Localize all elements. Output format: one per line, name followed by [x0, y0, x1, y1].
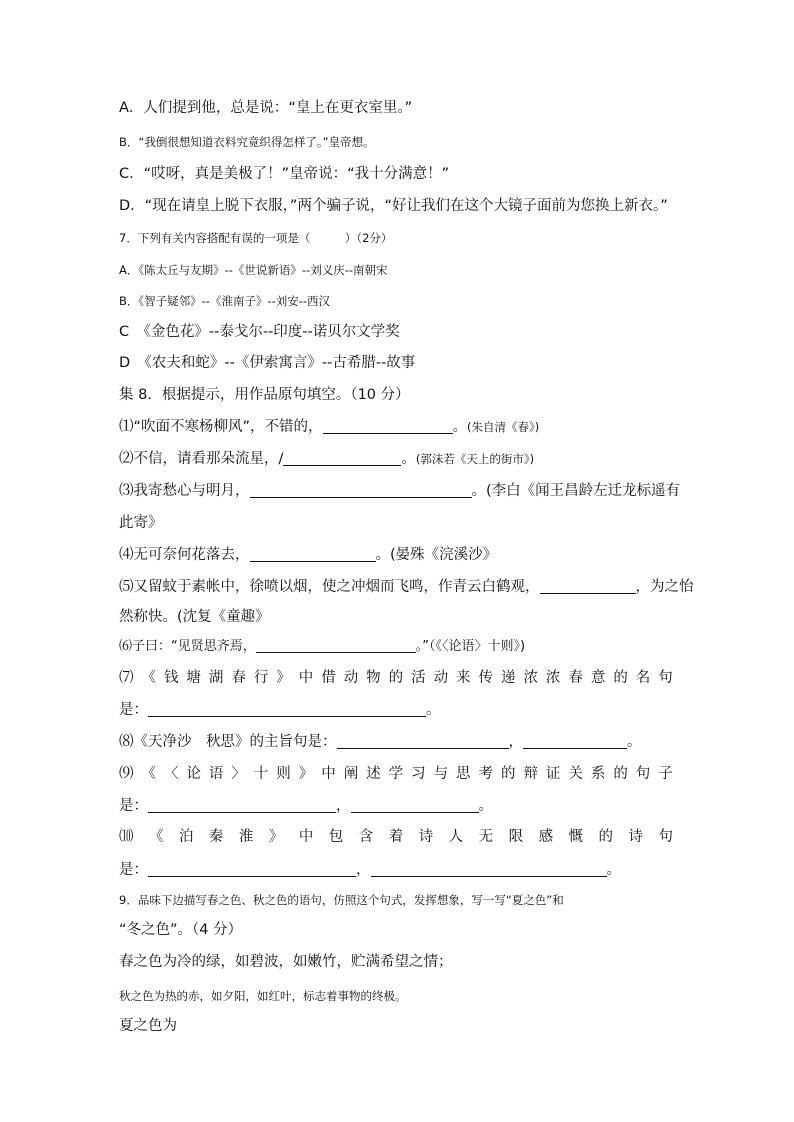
- q8-item-4: [119, 545, 497, 565]
- q8-2-prefix: ⑵不信，请看那朵流星，/: [119, 451, 284, 467]
- justified-char: 春: [568, 670, 583, 686]
- q6-option-a: A．人们提到他，总是说：“皇上在更衣室里。”: [119, 100, 413, 116]
- q9-stem-line-2: “冬之色”。（4 分）: [119, 922, 243, 938]
- q8-4-suffix: 。(晏殊《浣溪沙》: [375, 547, 498, 563]
- justified-char: 的: [598, 829, 613, 845]
- q8-3-prefix: ⑶我寄愁心与明月，: [119, 483, 250, 499]
- answer-blank[interactable]: [250, 483, 472, 498]
- q8-item-7: [119, 668, 673, 688]
- justified-char: 诗: [628, 829, 643, 845]
- q8-4-prefix: ⑷无可奈何花落去，: [119, 547, 250, 563]
- q8-8-mid: ，: [508, 734, 523, 750]
- q7-option-c: C 《金色花》--泰戈尔--印度--诺贝尔文学奖: [119, 324, 400, 340]
- answer-blank[interactable]: [256, 638, 416, 653]
- q9-stem-line-1: 9．品味下边描写春之色、秋之色的语句，仿照这个句式，发挥想象，写一写“夏之色”和: [119, 893, 564, 907]
- q8-1-source: (朱自清《春》): [467, 420, 540, 434]
- justified-char: 诗: [418, 829, 434, 845]
- justified-char: 〈: [163, 766, 179, 782]
- q7-option-a: A．《陈太丘与友期》--《世说新语》--刘义庆--南朝宋: [119, 263, 388, 277]
- justified-char: 学: [388, 766, 404, 782]
- q8-10-cont-prefix: 是：: [119, 862, 148, 878]
- justified-char: 子: [658, 766, 673, 782]
- justified-char: 浓: [523, 670, 538, 686]
- justified-char: 句: [658, 829, 673, 845]
- q8-item-10-cont: [119, 860, 621, 880]
- justified-char: 》: [276, 670, 291, 686]
- justified-char: 无: [478, 829, 494, 845]
- justified-char: 钱: [163, 670, 179, 686]
- justified-char: 活: [411, 670, 426, 686]
- justified-char: 的: [613, 670, 628, 686]
- justified-char: 的: [613, 766, 628, 782]
- justified-char: 证: [545, 766, 561, 782]
- justified-char: 传: [478, 670, 493, 686]
- justified-char: ⑽: [119, 829, 134, 845]
- q8-item-5-cont: 然称快。(沈复《童趣》: [119, 609, 270, 625]
- q8-6-prefix: ⑹子曰：“见贤思齐焉，: [119, 639, 256, 654]
- justified-char: 名: [635, 670, 651, 686]
- q8-item-1: [119, 417, 539, 437]
- q8-8-prefix: ⑻《天净沙 秋思》的主旨句是：: [119, 734, 337, 750]
- q8-item-7-cont: [119, 700, 441, 720]
- justified-char: 考: [478, 766, 493, 782]
- justified-char: 〉: [231, 766, 246, 782]
- answer-blank[interactable]: [148, 702, 426, 717]
- justified-char: 淮: [238, 829, 254, 845]
- justified-char: 行: [253, 670, 269, 686]
- justified-char: 感: [538, 829, 554, 845]
- q8-9-mid: ，: [336, 798, 351, 814]
- q8-5-suffix: ，为之怡: [635, 579, 694, 595]
- justified-char: 递: [500, 670, 516, 686]
- answer-blank[interactable]: [148, 862, 356, 877]
- q8-7-justified-line: [119, 668, 673, 688]
- justified-char: 秦: [208, 829, 224, 845]
- justified-char: 限: [508, 829, 524, 845]
- justified-char: 语: [208, 766, 224, 782]
- justified-char: 中: [298, 829, 314, 845]
- q8-1-prefix: ⑴“吹面不寒杨柳风”，不错的，: [119, 419, 323, 435]
- justified-char: 系: [590, 766, 606, 782]
- q8-7-cont-prefix: 是：: [119, 702, 148, 718]
- q8-7-cont-suffix: 。: [426, 702, 441, 718]
- justified-char: 辩: [523, 766, 538, 782]
- q8-item-5: [119, 577, 694, 597]
- answer-blank[interactable]: [148, 798, 336, 813]
- q8-item-10: [119, 827, 673, 847]
- justified-char: 湖: [208, 670, 224, 686]
- q8-item-6: [119, 637, 525, 657]
- justified-char: 塘: [186, 670, 201, 686]
- justified-char: 句: [658, 670, 673, 686]
- justified-char: 《: [141, 766, 156, 782]
- justified-char: 借: [321, 670, 336, 686]
- justified-char: 论: [186, 766, 201, 782]
- justified-char: 的: [388, 670, 404, 686]
- q7-stem: 7．下列有关内容搭配有误的一项是（ ）（2分）: [119, 231, 393, 245]
- answer-blank[interactable]: [540, 579, 636, 594]
- justified-char: 》: [298, 766, 314, 782]
- justified-char: 《: [148, 829, 164, 845]
- justified-char: 意: [590, 670, 606, 686]
- q8-5-prefix: ⑸又留蚊于素帐中，徐喷以烟，使之冲烟而飞鸣，作青云白鹤观，: [119, 579, 540, 595]
- q8-10-justified-line: [119, 827, 673, 847]
- justified-char: 人: [448, 829, 464, 845]
- justified-char: 句: [635, 766, 651, 782]
- q8-item-2: [119, 449, 534, 469]
- q6-option-c: C．“哎呀，真是美极了！”皇帝说：“我十分满意！”: [119, 166, 450, 182]
- q8-item-9: [119, 764, 673, 784]
- q8-stem: 集 8．根据提示，用作品原句填空。（10 分）: [119, 387, 410, 403]
- q7-option-d: D 《农夫和蛇》--《伊索寓言》--古希腊--故事: [119, 355, 416, 371]
- q8-item-8: [119, 732, 642, 752]
- justified-char: ⑼: [119, 766, 134, 782]
- justified-char: 春: [231, 670, 246, 686]
- q6-option-d: D．“现在请皇上脱下衣服，”两个骗子说，“好让我们在这个大镜子面前为您换上新衣。”: [119, 198, 668, 214]
- q8-2-suffix: 。: [401, 451, 416, 467]
- q8-6-suffix: 。”（《〈论语〉十则》): [415, 639, 526, 654]
- answer-blank[interactable]: [283, 451, 401, 466]
- q8-10-cont-suffix: 。: [606, 862, 621, 878]
- q9-autumn-example: 秋之色为热的赤，如夕阳，如红叶，标志着事物的终极。: [119, 989, 407, 1003]
- justified-char: 十: [253, 766, 269, 782]
- justified-char: 动: [343, 670, 359, 686]
- justified-char: 来: [456, 670, 471, 686]
- justified-char: ⑺: [119, 670, 134, 686]
- q8-item-3: [119, 481, 680, 501]
- justified-char: 动: [433, 670, 449, 686]
- justified-char: 习: [411, 766, 426, 782]
- justified-char: 《: [141, 670, 156, 686]
- q9-summer-prompt: 夏之色为: [119, 1018, 177, 1034]
- justified-char: 与: [433, 766, 449, 782]
- q8-item-3-cont: 此寄》: [119, 515, 163, 531]
- justified-char: 思: [456, 766, 471, 782]
- q8-item-9-cont: [119, 796, 493, 816]
- justified-char: 物: [366, 670, 381, 686]
- q8-1-suffix: 。: [452, 419, 468, 435]
- answer-blank[interactable]: [351, 798, 479, 813]
- justified-char: 含: [358, 829, 374, 845]
- q8-3-suffix: 。(李白《闻王昌龄左迁龙标遥有: [471, 483, 681, 499]
- q7-option-b: B．《智子疑邻》--《淮南子》--刘安--西汉: [119, 294, 331, 308]
- q6-option-b: B．“我倒很想知道衣料究竟织得怎样了。”皇帝想。: [119, 135, 375, 149]
- answer-blank[interactable]: [323, 419, 453, 434]
- justified-char: 关: [568, 766, 583, 782]
- q8-9-justified-line: [119, 764, 673, 784]
- answer-blank[interactable]: [523, 734, 627, 749]
- answer-blank[interactable]: [371, 862, 607, 877]
- justified-char: 》: [268, 829, 284, 845]
- q9-spring-example: 春之色为冷的绿，如碧波，如嫩竹，贮满希望之情；: [119, 954, 453, 970]
- justified-char: 的: [500, 766, 516, 782]
- q8-10-mid: ，: [356, 862, 371, 878]
- justified-char: 慨: [568, 829, 584, 845]
- q8-2-source: (郭沫若《天上的街市》): [415, 452, 535, 466]
- answer-blank[interactable]: [250, 547, 376, 562]
- justified-char: 包: [328, 829, 344, 845]
- q8-9-cont-suffix: 。: [478, 798, 493, 814]
- justified-char: 着: [388, 829, 404, 845]
- justified-char: 中: [298, 670, 314, 686]
- q8-9-cont-prefix: 是：: [119, 798, 148, 814]
- justified-char: 浓: [545, 670, 561, 686]
- justified-char: 阐: [343, 766, 359, 782]
- justified-char: 则: [276, 766, 291, 782]
- justified-char: 述: [366, 766, 381, 782]
- justified-char: 中: [321, 766, 336, 782]
- answer-blank[interactable]: [337, 734, 509, 749]
- justified-char: 泊: [178, 829, 194, 845]
- q8-8-suffix: 。: [627, 734, 642, 750]
